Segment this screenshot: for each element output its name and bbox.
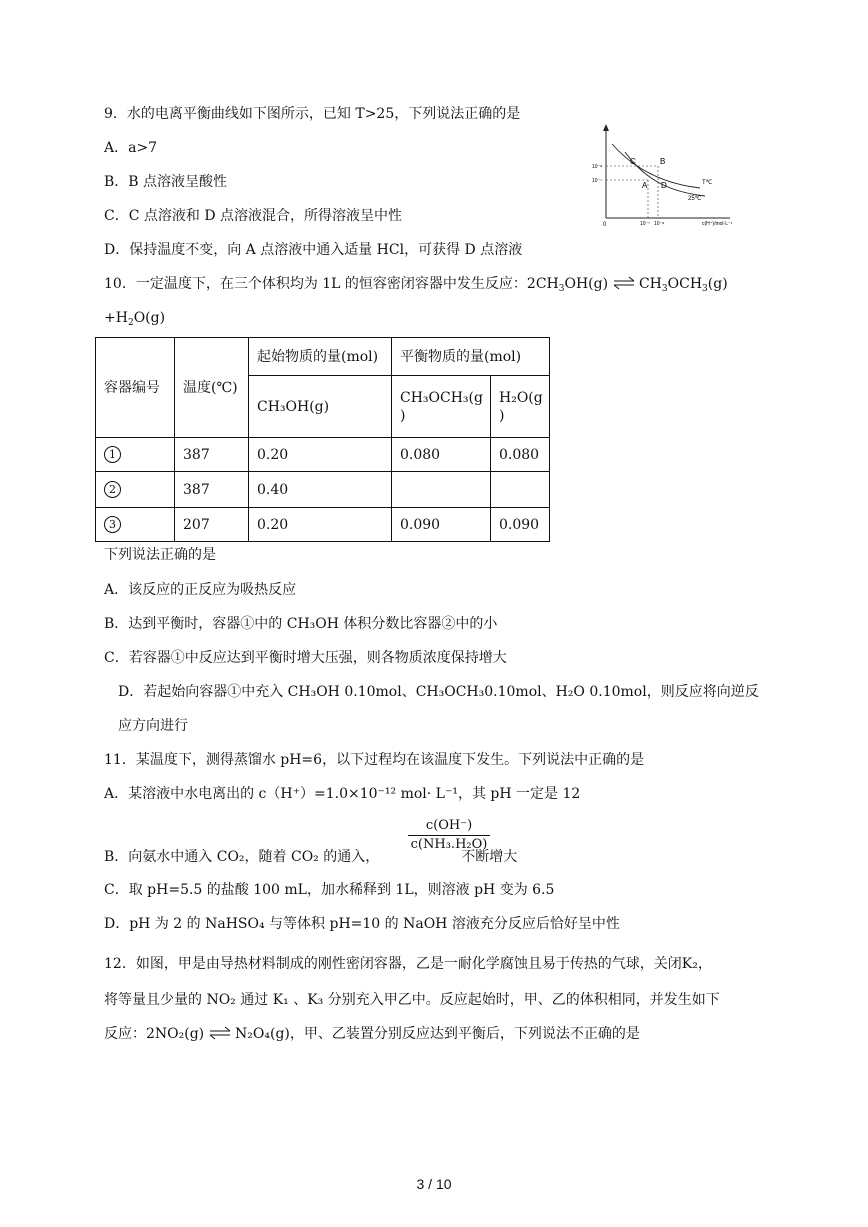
q11-option-b: B．向氨水中通入 CO₂，随着 CO₂ 的通入， 不断增大 xyxy=(104,849,518,865)
ch3oh-cell: 0.20 xyxy=(249,438,392,472)
fig-label-25: 25℃ xyxy=(688,196,702,202)
q9-option-b: B．B 点溶液呈酸性 xyxy=(104,174,228,190)
vessel-id: 1 xyxy=(96,438,175,472)
q11-option-c: C．取 pH=5.5 的盐酸 100 mL，加水稀释到 1L，则溶液 pH 变为 6.5 xyxy=(104,882,555,898)
fraction-numerator: c(OH⁻) xyxy=(408,818,490,836)
fig-label-d: D xyxy=(661,181,667,190)
header-equilibrium-amount: 平衡物质的量(mol) xyxy=(392,338,550,376)
q12-line1: 12．如图，甲是由导热材料制成的刚性密闭容器，乙是一耐化学腐蚀且易于传热的气球，关闭K₂， xyxy=(104,956,712,972)
header-temperature: 温度(℃) xyxy=(175,338,249,438)
q11-stem: 11．某温度下，测得蒸馏水 pH=6，以下过程均在该温度下发生。下列说法中正确的是 xyxy=(104,752,645,768)
q12-line3: 反应：2NO₂(g) N₂O₄(g)，甲、乙装置分别反应达到平衡后，下列说法不正确的是 xyxy=(104,1026,640,1042)
fig-label-a: A xyxy=(642,181,648,190)
h2o-cell xyxy=(491,472,550,508)
q9-stem: 9．水的电离平衡曲线如下图所示，已知 T>25，下列说法正确的是 xyxy=(104,106,521,122)
q12-line2: 将等量且少量的 NO₂ 通过 K₁ 、K₃ 分别充入甲乙中。反应起始时，甲、乙的体积相同，并发生如下 xyxy=(104,992,720,1008)
temp-cell: 387 xyxy=(175,472,249,508)
fig-ytick-a: 10⁻ᵃ xyxy=(592,164,603,170)
header-h2o: H₂O(g ) xyxy=(491,376,550,438)
temp-cell: 207 xyxy=(175,508,249,542)
q11-option-d: D．pH 为 2 的 NaHSO₄ 与等体积 pH=10 的 NaOH 溶液充分反应后恰好呈中性 xyxy=(104,916,620,932)
q10-option-d: D．若起始向容器①中充入 CH₃OH 0.10mol、CH₃OCH₃0.10mol、H₂O 0.10mol，则反应将向逆反 xyxy=(118,684,759,700)
header-ch3och3: CH₃OCH₃(g ) xyxy=(392,376,491,438)
temp-cell: 387 xyxy=(175,438,249,472)
fig-origin: 0 xyxy=(603,222,607,228)
table-row xyxy=(96,508,550,542)
equilibrium-arrow-icon xyxy=(209,1026,231,1040)
fig-label-b: B xyxy=(660,157,666,166)
vessel-id: 2 xyxy=(96,472,175,508)
h2o-cell: 0.080 xyxy=(491,438,550,472)
vessel-id: 3 xyxy=(96,508,175,542)
fig-label-t: T℃ xyxy=(702,180,713,186)
ch3och3-cell xyxy=(392,472,491,508)
q9-option-a: A．a>7 xyxy=(104,140,158,156)
equilibrium-arrow-icon xyxy=(613,276,635,290)
q10-option-d-cont: 应方向进行 xyxy=(118,718,188,734)
ch3och3-cell: 0.080 xyxy=(392,438,491,472)
fig-ytick-7: 10⁻⁷ xyxy=(592,178,603,184)
ch3oh-cell: 0.20 xyxy=(249,508,392,542)
fig-xtick-7: 10⁻⁷ xyxy=(640,221,651,227)
q10-prompt: 下列说法正确的是 xyxy=(104,547,216,563)
ch3och3-cell: 0.090 xyxy=(392,508,491,542)
water-ionization-graph xyxy=(590,122,750,232)
q9-option-d: D．保持温度不变，向 A 点溶液中通入适量 HCl，可获得 D 点溶液 xyxy=(104,242,523,258)
h2o-cell: 0.090 xyxy=(491,508,550,542)
q11-option-a: A．某溶液中水电离出的 c（H⁺）=1.0×10⁻¹² mol· L⁻¹，其 pH 一定是 12 xyxy=(104,786,581,802)
header-initial-amount: 起始物质的量(mol) xyxy=(249,338,392,376)
header-vessel: 容器编号 xyxy=(96,338,175,438)
fig-x-axis-label: c(H⁺)/mol·L⁻¹ xyxy=(702,221,733,227)
header-ch3oh: CH₃OH(g) xyxy=(249,376,392,438)
reaction-data-table xyxy=(95,337,550,542)
q10-option-b: B．达到平衡时，容器①中的 CH₃OH 体积分数比容器②中的小 xyxy=(104,616,498,632)
page-number: 3 / 10 xyxy=(416,1176,452,1192)
fig-xtick-a: 10⁻ᵃ xyxy=(654,221,665,227)
q11-fraction xyxy=(408,818,490,852)
q10-option-c: C．若容器①中反应达到平衡时增大压强，则各物质浓度保持增大 xyxy=(104,650,507,666)
q10-stem-line2: $+H_2O(g)$ xyxy=(104,310,166,328)
q10-stem: 10．一定温度下，在三个体积均为 1L 的恒容密闭容器中发生反应：$2CH_3OH(g)$ $CH_3OCH_3(g)$ xyxy=(104,276,728,294)
table-row xyxy=(96,472,550,508)
q10-option-a: A．该反应的正反应为吸热反应 xyxy=(104,582,297,598)
table-row xyxy=(96,438,550,472)
fig-label-c: C xyxy=(630,157,636,166)
q9-option-c: C．C 点溶液和 D 点溶液混合，所得溶液呈中性 xyxy=(104,208,402,224)
fraction-denominator: c(NH₃.H₂O) xyxy=(410,837,488,852)
ch3oh-cell: 0.40 xyxy=(249,472,392,508)
